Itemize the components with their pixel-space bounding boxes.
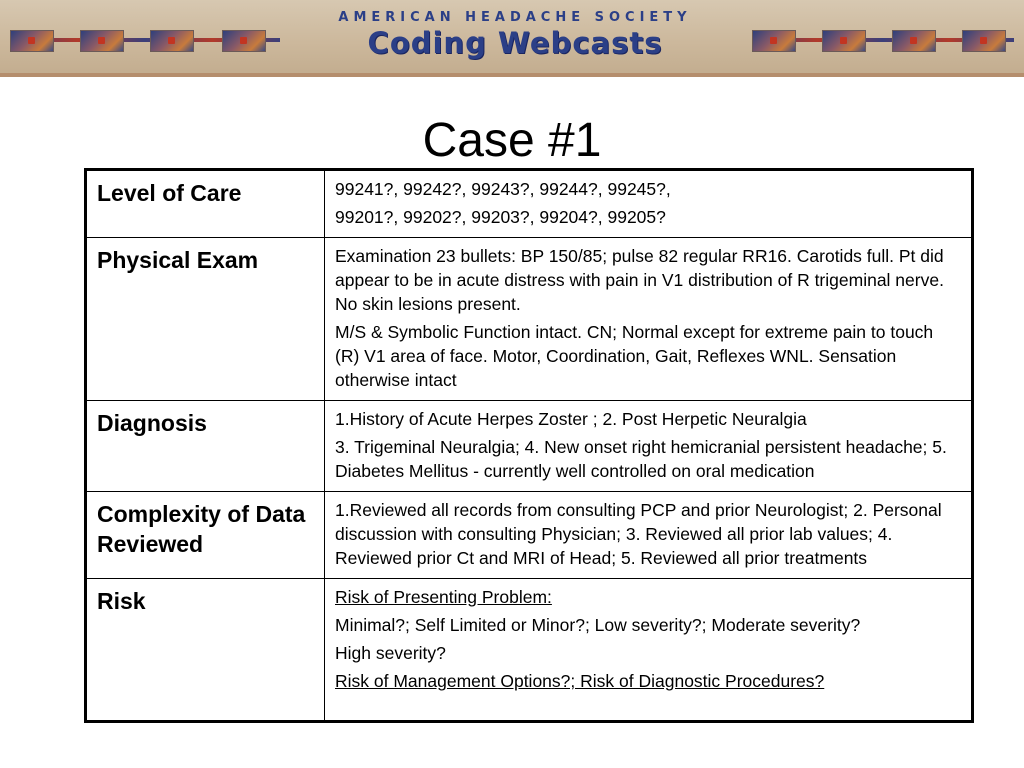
decorative-tile — [892, 30, 936, 52]
decorative-tile — [10, 30, 54, 52]
decorative-tile — [150, 30, 194, 52]
row-label: Physical Exam — [86, 238, 325, 401]
content-paragraph: Examination 23 bullets: BP 150/85; pulse 82 regular RR16. Carotids full. Pt did appear to be in acute distress with pain in V1 distribution of R trigeminal nerve. No skin lesions present. — [335, 246, 944, 314]
decorative-strip-right — [752, 30, 1014, 50]
content-paragraph: Risk of Presenting Problem: — [335, 587, 552, 607]
content-paragraph: 99241?, 99242?, 99243?, 99244?, 99245?, — [335, 179, 671, 199]
row-content — [325, 492, 973, 579]
content-paragraph: 99201?, 99202?, 99203?, 99204?, 99205? — [335, 207, 666, 227]
row-content — [325, 579, 973, 722]
content-paragraph: Risk of Management Options?; Risk of Diagnostic Procedures? — [335, 671, 825, 691]
banner-title: Coding Webcasts — [367, 26, 663, 60]
case-table — [84, 168, 974, 723]
decorative-tile — [752, 30, 796, 52]
slide-title: Case #1 — [422, 114, 602, 167]
table-row-diagnosis — [86, 401, 973, 492]
decorative-tile — [222, 30, 266, 52]
decorative-tile — [822, 30, 866, 52]
content-paragraph: High severity? — [335, 643, 446, 663]
row-label: Risk — [86, 579, 325, 722]
decorative-strip-left — [10, 30, 280, 50]
row-label: Diagnosis — [86, 401, 325, 492]
row-content — [325, 401, 973, 492]
header-banner — [0, 0, 1024, 77]
table-row-complexity — [86, 492, 973, 579]
row-label: Complexity of Data Reviewed — [86, 492, 325, 579]
content-paragraph: 1.Reviewed all records from consulting PCP and prior Neurologist; 2. Personal discussion with consulting Physician; 3. Reviewed all prior lab values; 4. Reviewed prior Ct and MRI of Head; 5. Reviewed all prior treatments — [335, 500, 942, 568]
table-row-level-of-care — [86, 170, 973, 238]
table-row-risk — [86, 579, 973, 722]
society-name: AMERICAN HEADACHE SOCIETY — [338, 10, 692, 25]
row-label: Level of Care — [86, 170, 325, 238]
table-row-physical-exam — [86, 238, 973, 401]
decorative-tile — [80, 30, 124, 52]
content-paragraph: M/S & Symbolic Function intact. CN; Normal except for extreme pain to touch (R) V1 area of face. Motor, Coordination, Gait, Reflexes WNL. Sensation otherwise intact — [335, 322, 934, 390]
row-content — [325, 170, 973, 238]
content-paragraph: 1.History of Acute Herpes Zoster ; 2. Post Herpetic Neuralgia — [335, 409, 807, 429]
content-paragraph: Minimal?; Self Limited or Minor?; Low severity?; Moderate severity? — [335, 615, 861, 635]
banner-logo — [280, 10, 750, 60]
content-paragraph: 3. Trigeminal Neuralgia; 4. New onset right hemicranial persistent headache; 5. Diabetes Mellitus - currently well controlled on oral medication — [335, 437, 947, 481]
row-content — [325, 238, 973, 401]
decorative-tile — [962, 30, 1006, 52]
